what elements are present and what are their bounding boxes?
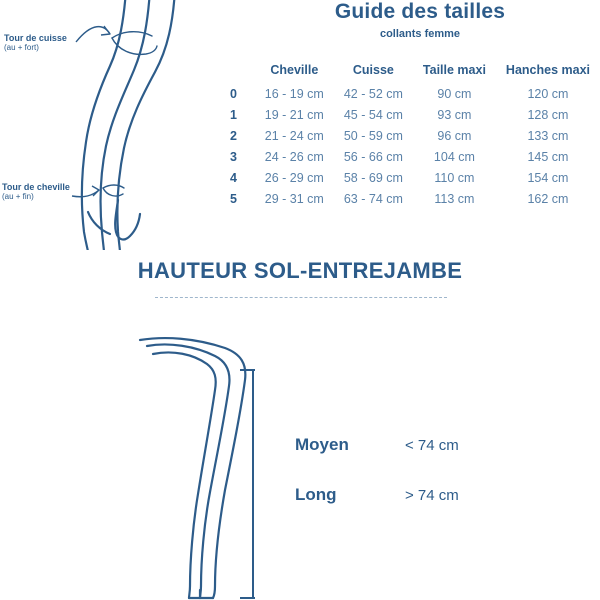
- size-index: 3: [230, 149, 237, 164]
- cell-cuisse: 50 - 59 cm: [343, 128, 403, 143]
- column-header: Taille maxi: [422, 63, 486, 77]
- size-index: 1: [230, 107, 237, 122]
- bottom-section: [0, 310, 600, 600]
- length-row: [295, 485, 525, 505]
- column-header: Hanches maxi: [505, 63, 590, 77]
- callout-ankle-note: (au + fin): [2, 192, 34, 202]
- cell-taille: 104 cm: [433, 149, 475, 164]
- table-row: [222, 104, 600, 125]
- cell-taille: 96 cm: [437, 128, 472, 143]
- length-name: Long: [295, 485, 337, 504]
- cell-cheville: 21 - 24 cm: [264, 128, 324, 143]
- length-legend: [295, 435, 525, 535]
- guide-title: Guide des tailles: [334, 0, 506, 23]
- table-row: [222, 125, 600, 146]
- table-header-row: [222, 60, 600, 83]
- size-index: 2: [230, 128, 237, 143]
- callout-thigh: [4, 33, 67, 53]
- cell-hanches: 128 cm: [527, 107, 569, 122]
- cell-cheville: 26 - 29 cm: [264, 170, 324, 185]
- size-index: 0: [230, 86, 237, 101]
- cell-hanches: 162 cm: [527, 191, 569, 206]
- cell-taille: 113 cm: [434, 191, 475, 206]
- size-index: 4: [230, 170, 237, 185]
- cell-cheville: 16 - 19 cm: [264, 86, 324, 101]
- length-value: < 74 cm: [405, 437, 459, 454]
- cell-hanches: 120 cm: [527, 86, 569, 101]
- cell-cuisse: 56 - 66 cm: [343, 149, 403, 164]
- cell-cuisse: 63 - 74 cm: [343, 191, 403, 206]
- length-row: [295, 435, 525, 455]
- size-table: [222, 60, 600, 209]
- column-header: Cuisse: [352, 63, 394, 77]
- length-value: > 74 cm: [405, 487, 459, 504]
- table-row: [222, 83, 600, 104]
- cell-cheville: 19 - 21 cm: [264, 107, 324, 122]
- cell-taille: 110 cm: [434, 170, 475, 185]
- cell-cuisse: 45 - 54 cm: [343, 107, 403, 122]
- guide-subtitle: collants femme: [379, 28, 461, 40]
- callout-ankle: [2, 182, 70, 202]
- cell-hanches: 133 cm: [527, 128, 569, 143]
- column-header: Cheville: [270, 63, 319, 77]
- cell-cheville: 24 - 26 cm: [264, 149, 324, 164]
- top-section: [0, 0, 600, 250]
- cell-cuisse: 58 - 69 cm: [343, 170, 403, 185]
- callout-thigh-label: Tour de cuisse: [4, 33, 67, 43]
- cell-taille: 90 cm: [437, 86, 472, 101]
- table-row: [222, 167, 600, 188]
- dashed-divider: [155, 297, 447, 299]
- cell-taille: 93 cm: [437, 107, 472, 122]
- leg-illustration-bottom: [95, 310, 285, 600]
- cell-cheville: 29 - 31 cm: [264, 191, 324, 206]
- cell-hanches: 154 cm: [527, 170, 569, 185]
- callout-ankle-label: Tour de cheville: [2, 182, 70, 192]
- cell-hanches: 145 cm: [527, 149, 569, 164]
- column-header: [222, 60, 255, 83]
- table-row: [222, 188, 600, 209]
- table-row: [222, 146, 600, 167]
- length-name: Moyen: [295, 435, 349, 454]
- callout-thigh-note: (au + fort): [4, 43, 39, 53]
- size-index: 5: [230, 191, 237, 206]
- cell-cuisse: 42 - 52 cm: [343, 86, 403, 101]
- section-title-hauteur: HAUTEUR SOL-ENTREJAMBE: [137, 258, 463, 283]
